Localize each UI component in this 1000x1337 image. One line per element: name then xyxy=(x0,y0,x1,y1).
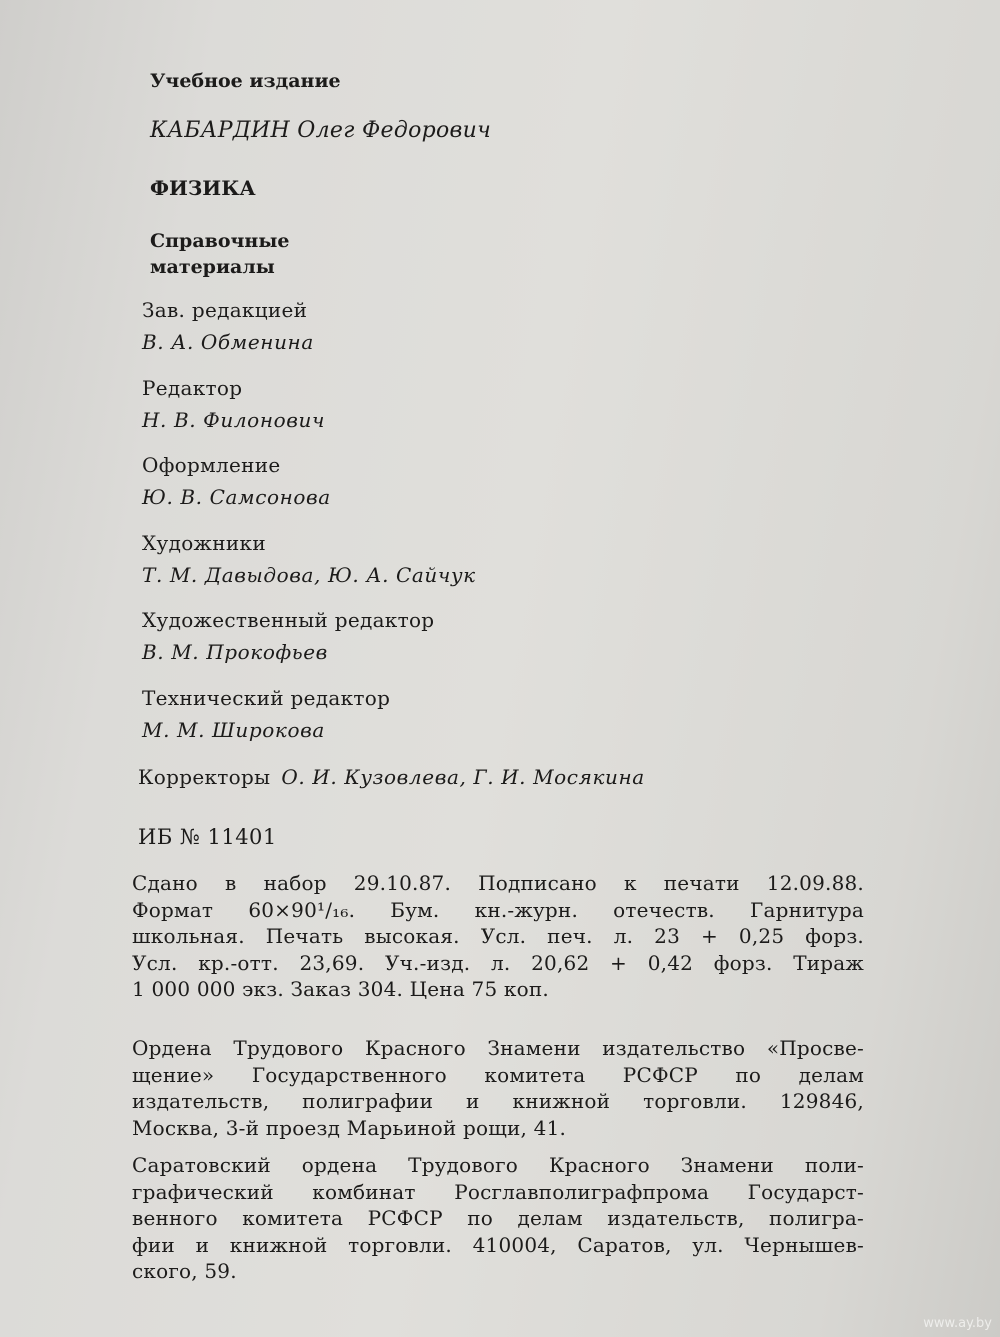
print-details xyxy=(132,870,864,1003)
subtitle-line: материалы xyxy=(150,256,275,278)
credit-name: Ю. В. Самсонова xyxy=(142,485,331,509)
credit-block xyxy=(142,531,476,587)
printer-info xyxy=(132,1152,864,1285)
credit-block xyxy=(142,298,314,354)
ib-number: ИБ № 11401 xyxy=(138,825,277,849)
printer-line: фии и книжной торговли. 410004, Саратов, ул. Чернышев- xyxy=(132,1232,864,1257)
credit-role: Зав. редакцией xyxy=(142,298,308,322)
credit-block xyxy=(142,608,434,664)
publisher-line: щение» Государственного комитета РСФСР по делам xyxy=(132,1062,864,1087)
credit-name: В. А. Обменина xyxy=(142,330,314,354)
print-details-line: Усл. кр.-отт. 23,69. Уч.-изд. л. 20,62 + 0,42 форз. Тираж xyxy=(132,950,864,975)
print-details-line: Сдано в набор 29.10.87. Подписано к печати 12.09.88. xyxy=(132,871,864,895)
correctors-line xyxy=(138,765,645,789)
print-details-line: школьная. Печать высокая. Усл. печ. л. 23 + 0,25 форз. xyxy=(132,924,864,948)
credit-role: Редактор xyxy=(142,376,243,400)
credit-role: Художественный редактор xyxy=(142,608,435,632)
print-details-line: Формат 60×90¹/₁₆. Бум. кн.-журн. отечеств. Гарнитура xyxy=(132,897,864,922)
credit-name: В. М. Прокофьев xyxy=(142,640,328,664)
credit-role: Оформление xyxy=(142,453,281,477)
publisher-line: Ордена Трудового Красного Знамени издательство «Просве- xyxy=(132,1036,864,1060)
credit-name: Т. М. Давыдова, Ю. А. Сайчук xyxy=(142,563,476,587)
publisher-line: издательств, полиграфии и книжной торговли. 129846, xyxy=(132,1089,864,1113)
author-name: КАБАРДИН Олег Федорович xyxy=(150,118,492,143)
credit-role: Технический редактор xyxy=(142,686,391,710)
book-subtitle xyxy=(150,228,289,280)
correctors-role: Корректоры xyxy=(138,765,271,789)
credit-block xyxy=(142,453,331,509)
credit-name: М. М. Широкова xyxy=(142,718,325,742)
printer-line: Саратовский ордена Трудового Красного Знамени поли- xyxy=(132,1153,864,1177)
printer-line: графический комбинат Росглавполиграфпрома Государст- xyxy=(132,1179,864,1204)
publisher-info xyxy=(132,1035,864,1141)
book-title: ФИЗИКА xyxy=(150,176,256,200)
printer-line: венного комитета РСФСР по делам издательств, полигра- xyxy=(132,1206,864,1230)
credit-block xyxy=(142,686,390,742)
credit-name: Н. В. Филонович xyxy=(142,408,326,432)
subtitle-line: Справочные xyxy=(150,230,290,252)
credit-role: Художники xyxy=(142,531,266,555)
site-watermark: www.ay.by xyxy=(923,1316,992,1331)
publisher-line: Москва, 3-й проезд Марьиной рощи, 41. xyxy=(132,1115,567,1140)
credit-block xyxy=(142,376,325,432)
print-details-line: 1 000 000 экз. Заказ 304. Цена 75 коп. xyxy=(132,977,549,1001)
correctors-names: О. И. Кузовлева, Г. И. Мосякина xyxy=(281,765,645,789)
edition-type: Учебное издание xyxy=(150,70,341,92)
printer-line: ского, 59. xyxy=(132,1259,237,1283)
